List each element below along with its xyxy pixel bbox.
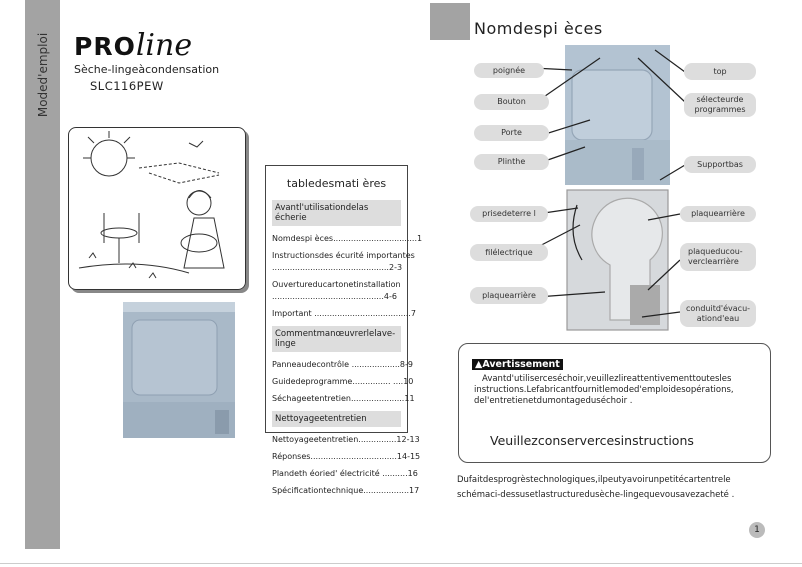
part-label-ground-plug: prisedeterre l [470,206,548,222]
page-title: Nomdespi èces [474,19,603,38]
dryer-product-image [120,302,240,440]
part-label-button: Bouton [474,94,549,110]
product-subtitle: Sèche-lingeàcondensation [74,63,220,76]
brand-logo [74,28,192,63]
brand-bold: PRO [74,32,136,61]
part-label-water-drain: conduitd'évacu- ationd'eau [680,300,756,327]
toc-entry[interactable]: ............................................4-6 [272,292,397,301]
toc-entry[interactable]: Plandeth éoried' électricité ..........16 [272,469,418,478]
toc-entry[interactable]: ..............................................2-3 [272,263,403,272]
toc-entry[interactable]: Instructionsdes écurité importantes [272,251,415,260]
cartoon-illustration [68,127,246,290]
toc-entry[interactable]: Important ......................................7 [272,309,416,318]
toc-entry[interactable]: Nettoyageetentretien...............12-13 [272,435,420,444]
toc-entry[interactable]: Séchageetentretien.....................11 [272,394,415,403]
footnote [457,473,734,503]
toc-entry[interactable]: Spécificationtechnique..................17 [272,486,420,495]
table-of-contents [265,165,423,495]
footnote-line: schémaci-dessusetlastructuredusèche-lingequevousavezacheté . [457,490,735,500]
part-label-bottom-support: Supportbas [684,156,756,173]
part-label-top: top [684,63,756,80]
toc-entry[interactable]: Nomdespi èces.................................1 [272,234,423,243]
part-label-back-plate: plaquearrière [470,287,548,304]
keep-instructions: Veuillezconservercesinstructions [490,433,694,448]
warning-label [472,359,563,370]
side-tab-label: Moded'emploi [35,32,50,118]
warning-text: Avantd'utiliserceséchoir,veuillezlireattentivementtoutesles instructions.Lefabricantfournitlemoded'emploidesopérations, del'entretienetdumontageduséchoir . [474,374,734,406]
side-tab [25,0,60,549]
part-label-back-cover-plate: plaqueducou- verclearrière [680,243,756,271]
toc-entry[interactable]: Panneaudecontrôle ...................8-9 [272,360,413,369]
model-number: SLC116PEW [90,79,164,93]
bottom-divider [0,563,802,564]
part-label-power-cord: filélectrique [470,244,548,261]
warning-icon: ▲ [475,359,483,370]
toc-title: tabledesmati ères [286,177,387,190]
part-label-handle: poignée [474,63,544,78]
warning-label-text: Avertissement [482,359,560,370]
page-number: 1 [749,522,765,538]
toc-entry[interactable]: Réponses..................................14-15 [272,452,421,461]
toc-entry[interactable]: Ouvertureducartonetinstallation [272,280,401,289]
toc-section-heading: Avantl'utilisationdelas écherie [272,200,401,226]
section-marker [430,3,470,40]
part-label-back-plate: plaquearrière [680,206,756,222]
toc-section-heading: Commentmanœuvrerlelave-linge [272,326,401,352]
part-label-door: Porte [474,125,549,141]
toc-entry[interactable]: Guidedeprogramme............... ....10 [272,377,414,386]
part-label-plinth: Plinthe [474,154,549,170]
brand-italic: line [135,28,193,63]
toc-section-heading: Nettoyageetentretien [272,411,401,427]
part-label-program-selector: sélecteurde programmes [684,93,756,117]
footnote-line: Dufaitdesprogrèstechnologiques,ilpeutyavoirunpetitécartentrele [457,475,731,485]
